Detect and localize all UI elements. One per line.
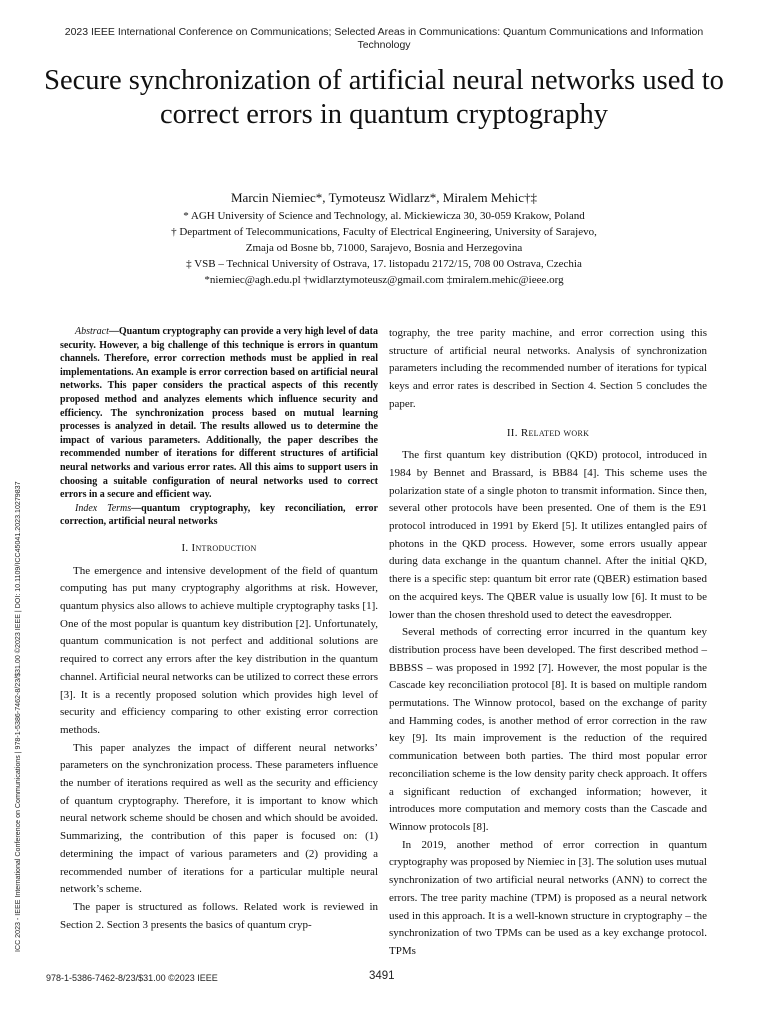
abstract [60, 325, 378, 502]
intro-paragraph-1: The emergence and intensive development of the field of quantum computing has put many cryptography algorithms at risk. However, quantum physics also allows to achieve multiple cryptography tasks [1]. One of the most popular is quantum key distribution [2]. Unfortunately, quantum communication is not perfect and additional solutions are required to correct any errors after the key distribution in the quantum channel. Artificial neural networks can be utilized to correct these errors [3]. It is a recently proposed solution which provides high level of security and efficiency comparing to other existing error correction methods. [60, 564, 378, 736]
affiliation-vsb: ‡ VSB – Technical University of Ostrava, 17. listopadu 2172/15, 708 00 Ostrava, Czechia [186, 258, 582, 270]
related-paragraph-3: In 2019, another method of error correction in quantum cryptography was proposed by Niemiec in [3]. The solution uses mutual synchronization of two artificial neural networks (ANN) to correct the errors. The tree parity machine (TPM) is proposed as a neural network used in this approach. It is a well-known structure in cryptography – the synchronization of two TPMs can be used as a key exchange protocol. TPMs [389, 838, 707, 957]
affiliation-agh: * AGH University of Science and Technology, al. Mickiewicza 30, 30-059 Krakow, Poland [183, 210, 585, 222]
affiliation-sarajevo: † Department of Telecommunications, Faculty of Electrical Engineering, University of Sarajevo, [171, 226, 597, 238]
author-list: Marcin Niemiec*, Tymoteusz Widlarz*, Miralem Mehic†‡ [230, 190, 538, 205]
intro-paragraph-3-continued: tography, the tree parity machine, and error correction using this structure of artificial neural networks. Analysis of synchronization parameters including the recommended number of iterations for typical keys and error rates is described in Section 4. Section 5 concludes the paper. [389, 327, 707, 410]
index-terms-text: —quantum cryptography, key reconciliation, error correction, artificial neural networks [60, 502, 378, 528]
section-name: Introduction [191, 541, 257, 554]
paper-title: Secure synchronization of artificial neural networks used to correct errors in quantum cryptography [44, 65, 724, 130]
intro-paragraph-3: The paper is structured as follows. Related work is reviewed in Section 2. Section 3 presents the basics of quantum cryp- [60, 900, 378, 931]
right-column [389, 325, 707, 961]
left-column [60, 325, 378, 934]
index-terms-label: Index Terms [75, 502, 132, 514]
related-paragraph-2: Several methods of correcting error incurred in the quantum key distribution process have been developed. The first described method – BBBSS – was proposed in 1992 [7]. However, the most popular is the Cascade key reconciliation protocol [8]. It is based on multiple random permutations. The Winnow protocol, based on the exchange of parity and Hamming codes, is another method of error correction in the raw key [9]. Its main improvement is the reduction of the required communication between both parties. The third most popular error reconciliation scheme is the low density parity check approach. It offers a significant reduction of exchanged information; however, it introduces more computation and memory costs than the Cascade and Winnow protocols [8]. [389, 626, 707, 833]
section-number: I. [181, 541, 192, 554]
index-terms [60, 502, 378, 529]
abstract-label: Abstract [75, 326, 109, 337]
intro-paragraph-2: This paper analyzes the impact of different neural networks’ parameters on the synchronization process. These parameters influence the number of iterations required as well as the security and efficiency of quantum cryptography. Therefore, it is important to know which neural network scheme should be chosen and which should be avoided. Summarizing, the contribution of this paper is focused on: (1) determining the impact of various parameters and (2) providing a recommended number of iterations for a particular multiple neural network’s scheme. [60, 741, 378, 896]
conference-header: 2023 IEEE International Conference on Communications; Selected Areas in Communications: Quantum Communications and Information Technology [64, 26, 704, 51]
related-paragraph-1: The first quantum key distribution (QKD) protocol, introduced in 1984 by Bennet and Brassard, is BB84 [4]. This scheme uses the polarization state of a single photon to transmit information. Since then, several other protocols have been presented. One of them is the E91 protocol introduced in 1991 by Ekerd [5]. It utilizes entangled pairs of photons in the QKD process. However, some errors usually appear during data exchange in the quantum channel. After the initial QKD, there is a specific step: quantum bit error rate (QBER) estimation based on the acquired keys. The QBER value is usually low [6]. It must to be lower than the chosen threshold used to detect the eavesdropper. [389, 449, 707, 621]
doi-sidebar: ICC 2023 - IEEE International Conference on Communications | 978-1-5386-7462-8/23/$31.00 ©2023 IEEE | DOI: 10.1109/ICC45041.2023.10279837 [14, 481, 22, 952]
affiliation-sarajevo-address: Zmaja od Bosne bb, 71000, Sarajevo, Bosnia and Herzegovina [245, 242, 523, 254]
section-heading-related-work [389, 425, 707, 443]
section-number: II. [506, 426, 521, 439]
footer-isbn: 978-1-5386-7462-8/23/$31.00 ©2023 IEEE [46, 973, 218, 983]
abstract-text: —Quantum cryptography can provide a very high level of data security. However, a big challenge of this technique is errors in quantum channels. Therefore, error correction methods must be applied in real implementations. An example is error correction based on artificial neural networks. This paper considers the practical aspects of this recently proposed method and analyzes elements which influence security and efficiency. The synchronization process based on mutual learning processes is analyzed in detail. The results allowed us to determine the impact of various parameters. Additionally, the paper describes the recommended number of iterations for different structures of artificial neural networks and various error rates. All this aims to support users in choosing a suitable configuration of neural networks used to correct errors in a secure and efficient way. [60, 326, 378, 501]
section-heading-introduction [60, 540, 378, 558]
section-name: Related work [520, 426, 590, 439]
author-emails: *niemiec@agh.edu.pl †widlarztymoteusz@gmail.com ‡miralem.mehic@ieee.org [204, 274, 564, 286]
page-number: 3491 [369, 970, 395, 982]
